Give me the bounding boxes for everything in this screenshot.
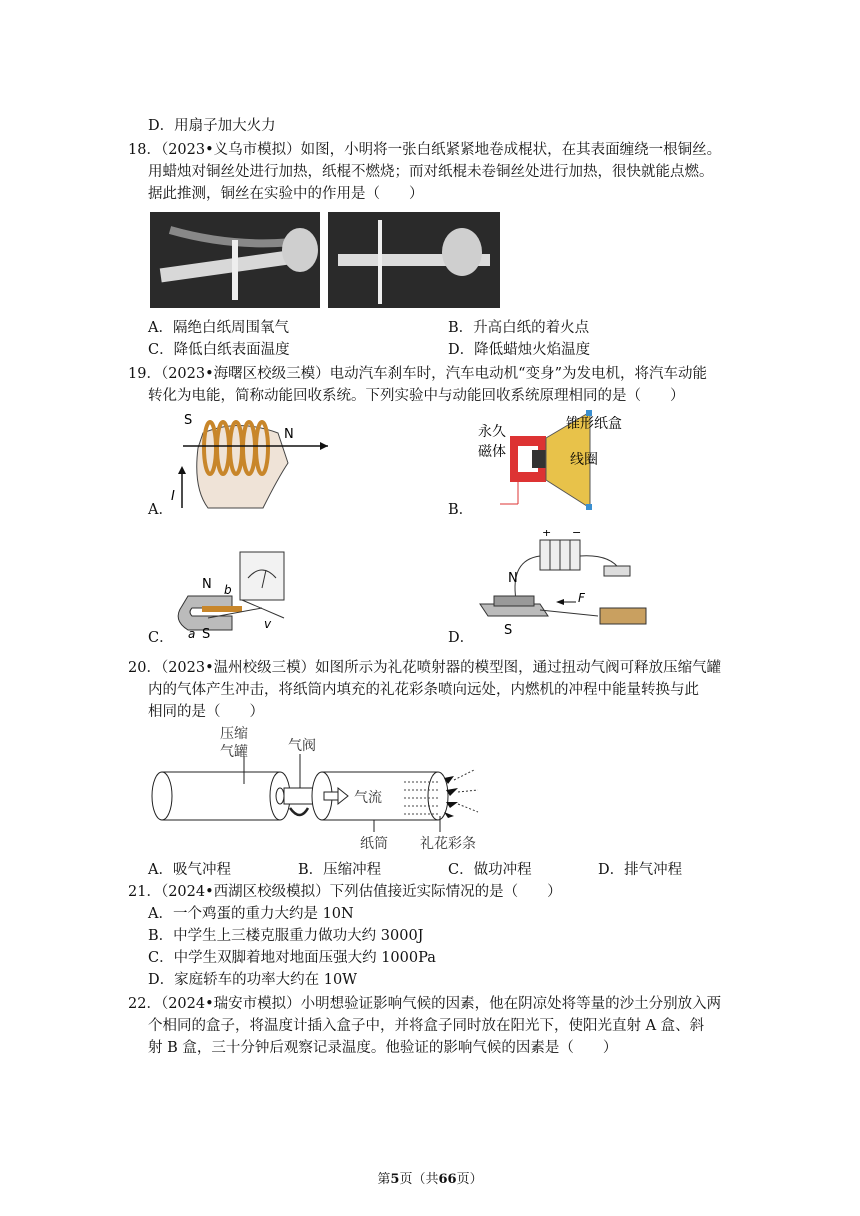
q18-photo-figure (150, 210, 500, 310)
q18-stem-line3: 据此推测，铜丝在实验中的作用是（ ） (148, 186, 424, 202)
q19-d-label-s: S (504, 623, 513, 638)
q19-figure-d (470, 530, 660, 640)
q19-figure-b (470, 408, 650, 516)
q20-figure-launcher (148, 724, 488, 854)
q19-b-label-cone: 锥形纸盒 (566, 416, 622, 432)
q20-stem-line3: 相同的是（ ） (148, 704, 264, 720)
q21-option-b: B．中学生上三楼克服重力做功大约 3000J (148, 928, 424, 944)
q19-label-a: A． (148, 502, 173, 518)
q20-label-tank2: 气罐 (220, 744, 248, 760)
q19-c-label-n: N (202, 577, 212, 592)
footer-post: 页） (456, 1172, 483, 1187)
q19-b-label-magnet2: 磁体 (478, 444, 506, 460)
q19-c-label-a: a (188, 627, 196, 640)
q20-label-tube: 纸筒 (360, 836, 388, 852)
q20-option-c: C．做功冲程 (448, 862, 532, 878)
q19-a-label-n: N (284, 427, 294, 442)
q20-label-streamer: 礼花彩条 (420, 836, 476, 852)
q18-stem-line2: 用蜡烛对铜丝处进行加热，纸棍不燃烧；而对纸棍未卷铜丝处进行加热，很快就能点燃。 (148, 164, 714, 180)
q19-d-label-minus: − (572, 530, 582, 539)
q19-b-label-magnet: 永久 (478, 424, 506, 440)
q19-a-label-s: S (184, 413, 193, 428)
q20-label-tank1: 压缩 (220, 726, 248, 742)
q21-option-d: D．家庭轿车的功率大约在 10W (148, 972, 358, 988)
q19-c-label-b: b (224, 583, 232, 597)
q17-option-d: D．用扇子加大火力 (148, 118, 276, 134)
q19-a-label-i: I (171, 489, 175, 504)
q19-d-label-n: N (508, 571, 518, 586)
q19-figure-c (172, 548, 322, 640)
page-footer (0, 1168, 860, 1187)
q19-label-d: D． (448, 630, 475, 646)
q21-stem-line1: 21．（2024•西湖区校级模拟）下列估值接近实际情况的是（ ） (128, 884, 562, 900)
footer-page-number: 5 (390, 1172, 400, 1187)
q19-d-rheostat (600, 608, 646, 624)
q22-stem-line1: 22．（2024•瑞安市模拟）小明想验证影响气候的因素，他在阴凉处将等量的沙土分别放入两 (128, 996, 722, 1012)
q19-c-label-s: S (202, 627, 211, 640)
q19-figure-a (168, 408, 338, 516)
q18-stem-line1: 18．（2023•义乌市模拟）如图，小明将一张白纸紧紧地卷成棍状，在其表面缠绕一根铜丝。 (128, 142, 722, 158)
q20-option-b: B．压缩冲程 (298, 862, 382, 878)
q19-stem-line1: 19．（2023•海曙区校级三模）电动汽车刹车时，汽车电动机“变身”为发电机，将汽车动能 (128, 366, 707, 382)
q19-d-label-plus: + (542, 530, 552, 539)
footer-mid: 页（共 (399, 1172, 439, 1187)
footer-pre: 第 (377, 1172, 391, 1187)
q19-c-galvanometer (240, 552, 284, 600)
q22-stem-line3: 射 B 盒，三十分钟后观察记录温度。他验证的影响气候的因素是（ ） (148, 1040, 618, 1056)
q18-option-a: A．隔绝白纸周围氧气 (148, 320, 289, 336)
q20-label-valve: 气阀 (288, 738, 316, 754)
q20-option-a: A．吸气冲程 (148, 862, 231, 878)
q19-d-label-f: F (578, 591, 585, 605)
q19-b-label-coil: 线圈 (570, 452, 598, 468)
q20-stem-line1: 20．（2023•温州校级三模）如图所示为礼花喷射器的模型图，通过扭动气阀可释放压缩气罐 (128, 660, 722, 676)
q18-option-c: C．降低白纸表面温度 (148, 342, 290, 358)
q20-option-d: D．排气冲程 (598, 862, 683, 878)
q19-stem-line2: 转化为电能，简称动能回收系统。下列实验中与动能回收系统原理相同的是（ ） (148, 388, 685, 404)
q18-option-d: D．降低蜡烛火焰温度 (448, 342, 591, 358)
q19-label-c: C． (148, 630, 174, 646)
q21-option-a: A．一个鸡蛋的重力大约是 10N (148, 906, 354, 922)
footer-total-pages: 66 (438, 1172, 457, 1187)
q19-label-b: B． (448, 502, 474, 518)
q19-c-label-v: v (264, 617, 272, 631)
q18-option-b: B．升高白纸的着火点 (448, 320, 590, 336)
q21-option-c: C．中学生双脚着地对地面压强大约 1000Pa (148, 950, 436, 966)
q20-label-flow: 气流 (354, 790, 382, 806)
q20-stem-line2: 内的气体产生冲击，将纸筒内填充的礼花彩条喷向远处，内燃机的冲程中能量转换与此 (148, 682, 699, 698)
q22-stem-line2: 个相同的盒子，将温度计插入盒子中，并将盒子同时放在阳光下，使阳光直射 A 盒、斜 (148, 1018, 705, 1034)
